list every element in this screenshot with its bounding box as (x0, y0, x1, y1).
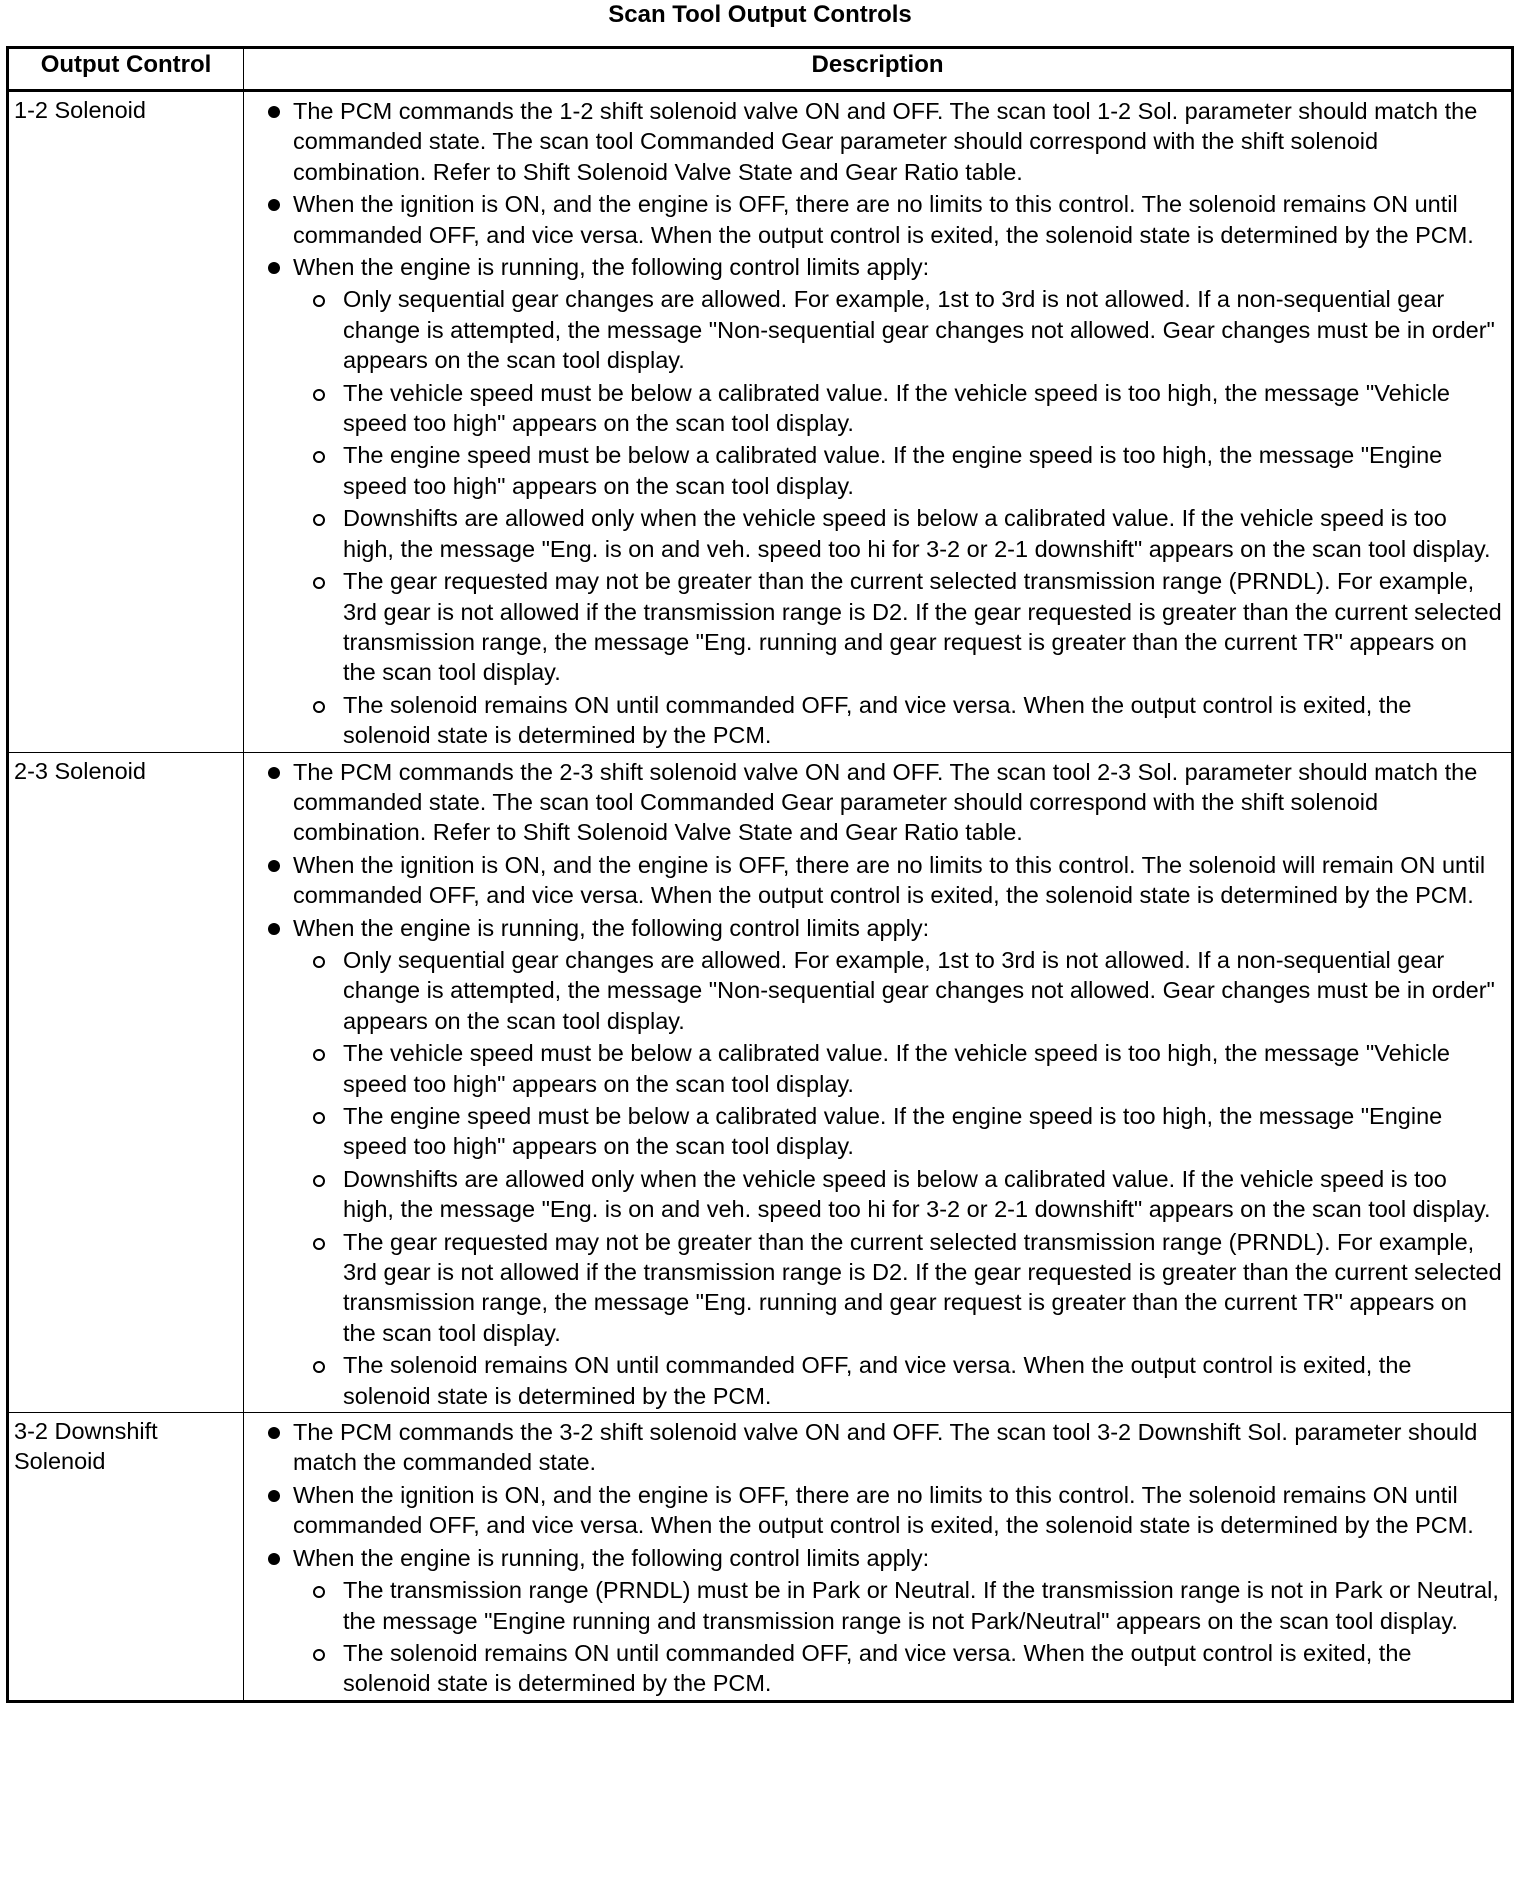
bullet-text: When the ignition is ON, and the engine is OFF, there are no limits to this control. The solenoid remains ON until commanded OFF, and vice versa. When the output control is exited, the solenoid state is determined by the PCM. (293, 191, 1474, 248)
sub-bullet-item: The solenoid remains ON until commanded OFF, and vice versa. When the output control is exited, the solenoid state is determined by the PCM. (293, 1350, 1503, 1411)
bullet-list (252, 1417, 1503, 1699)
bullet-text: The PCM commands the 3-2 shift solenoid valve ON and OFF. The scan tool 3-2 Downshift Sol. parameter should match the commanded state. (293, 1419, 1478, 1476)
bullet-item (252, 1417, 1503, 1478)
bullet-text: The PCM commands the 1-2 shift solenoid valve ON and OFF. The scan tool 1-2 Sol. parameter should match the commanded state. The scan tool Commanded Gear parameter should correspond with the shift solenoid combination. Refer to Shift Solenoid Valve State and Gear Ratio table. (293, 98, 1478, 185)
table-header-row (8, 48, 1513, 91)
bullet-text: When the engine is running, the following control limits apply: (293, 1544, 930, 1571)
column-header-output-control: Output Control (8, 48, 244, 91)
page-title: Scan Tool Output Controls (608, 1, 912, 28)
sub-bullet-item: The vehicle speed must be below a calibrated value. If the vehicle speed is too high, the message "Vehicle speed too high" appears on the scan tool display. (293, 378, 1503, 439)
bullet-list (252, 96, 1503, 751)
bullet-text: When the engine is running, the following control limits apply: (293, 254, 930, 281)
bullet-item (252, 1480, 1503, 1541)
description-cell (244, 752, 1513, 1413)
sub-bullet-item: Downshifts are allowed only when the vehicle speed is below a calibrated value. If the vehicle speed is too high, the message "Eng. is on and veh. speed too hi for 3-2 or 2-1 downshift" appears on the scan tool display. (293, 1164, 1503, 1225)
output-controls-table (6, 46, 1514, 1703)
sub-bullet-list (293, 284, 1503, 750)
bullet-list (252, 757, 1503, 1412)
sub-bullet-item: The solenoid remains ON until commanded OFF, and vice versa. When the output control is exited, the solenoid state is determined by the PCM. (293, 690, 1503, 751)
bullet-item (252, 252, 1503, 751)
output-control-cell: 3-2 Downshift Solenoid (8, 1413, 244, 1702)
sub-bullet-item: Only sequential gear changes are allowed. For example, 1st to 3rd is not allowed. If a non-sequential gear change is attempted, the message "Non-sequential gear changes not allowed. Gear changes must be in order" appears on the scan tool display. (293, 945, 1503, 1036)
sub-bullet-item: The gear requested may not be greater than the current selected transmission range (PRNDL). For example, 3rd gear is not allowed if the transmission range is D2. If the gear requested is greater than the current selected transmission range, the message "Eng. running and gear request is greater than the current TR" appears on the scan tool display. (293, 1227, 1503, 1349)
table-row (8, 91, 1513, 753)
bullet-text: The PCM commands the 2-3 shift solenoid valve ON and OFF. The scan tool 2-3 Sol. parameter should match the commanded state. The scan tool Commanded Gear parameter should correspond with the shift solenoid combination. Refer to Shift Solenoid Valve State and Gear Ratio table. (293, 758, 1478, 846)
bullet-item (252, 96, 1503, 187)
sub-bullet-list (293, 1575, 1503, 1699)
sub-bullet-item: Downshifts are allowed only when the vehicle speed is below a calibrated value. If the vehicle speed is too high, the message "Eng. is on and veh. speed too hi for 3-2 or 2-1 downshift" appears on the scan tool display. (293, 503, 1503, 564)
table-row (8, 752, 1513, 1413)
bullet-item (252, 850, 1503, 911)
bullet-item (252, 757, 1503, 848)
output-control-cell: 2-3 Solenoid (8, 752, 244, 1413)
sub-bullet-item: The vehicle speed must be below a calibrated value. If the vehicle speed is too high, the message "Vehicle speed too high" appears on the scan tool display. (293, 1038, 1503, 1099)
table-body (8, 91, 1513, 1702)
sub-bullet-item: The transmission range (PRNDL) must be in Park or Neutral. If the transmission range is not in Park or Neutral, the message "Engine running and transmission range is not Park/Neutral" appears on the scan tool display. (293, 1575, 1503, 1636)
table-row (8, 1413, 1513, 1702)
sub-bullet-item: The engine speed must be below a calibrated value. If the engine speed is too high, the message "Engine speed too high" appears on the scan tool display. (293, 440, 1503, 501)
sub-bullet-item: The gear requested may not be greater than the current selected transmission range (PRNDL). For example, 3rd gear is not allowed if the transmission range is D2. If the gear requested is greater than the current selected transmission range, the message "Eng. running and gear request is greater than the current TR" appears on the scan tool display. (293, 566, 1503, 688)
sub-bullet-item: The solenoid remains ON until commanded OFF, and vice versa. When the output control is exited, the solenoid state is determined by the PCM. (293, 1638, 1503, 1699)
sub-bullet-item: The engine speed must be below a calibrated value. If the engine speed is too high, the message "Engine speed too high" appears on the scan tool display. (293, 1101, 1503, 1162)
description-cell (244, 1413, 1513, 1702)
column-header-description: Description (244, 48, 1513, 91)
bullet-text: When the ignition is ON, and the engine is OFF, there are no limits to this control. The solenoid will remain ON until commanded OFF, and vice versa. When the output control is exited, the solenoid state is determined by the PCM. (293, 851, 1486, 909)
bullet-text: When the ignition is ON, and the engine is OFF, there are no limits to this control. The solenoid remains ON until commanded OFF, and vice versa. When the output control is exited, the solenoid state is determined by the PCM. (293, 1481, 1474, 1539)
bullet-item (252, 189, 1503, 250)
bullet-text: When the engine is running, the following control limits apply: (293, 914, 930, 941)
description-cell (244, 91, 1513, 753)
bullet-item (252, 913, 1503, 1412)
sub-bullet-item: Only sequential gear changes are allowed. For example, 1st to 3rd is not allowed. If a non-sequential gear change is attempted, the message "Non-sequential gear changes not allowed. Gear changes must be in order" appears on the scan tool display. (293, 284, 1503, 375)
sub-bullet-list (293, 945, 1503, 1411)
bullet-item (252, 1543, 1503, 1699)
output-control-cell: 1-2 Solenoid (8, 91, 244, 753)
